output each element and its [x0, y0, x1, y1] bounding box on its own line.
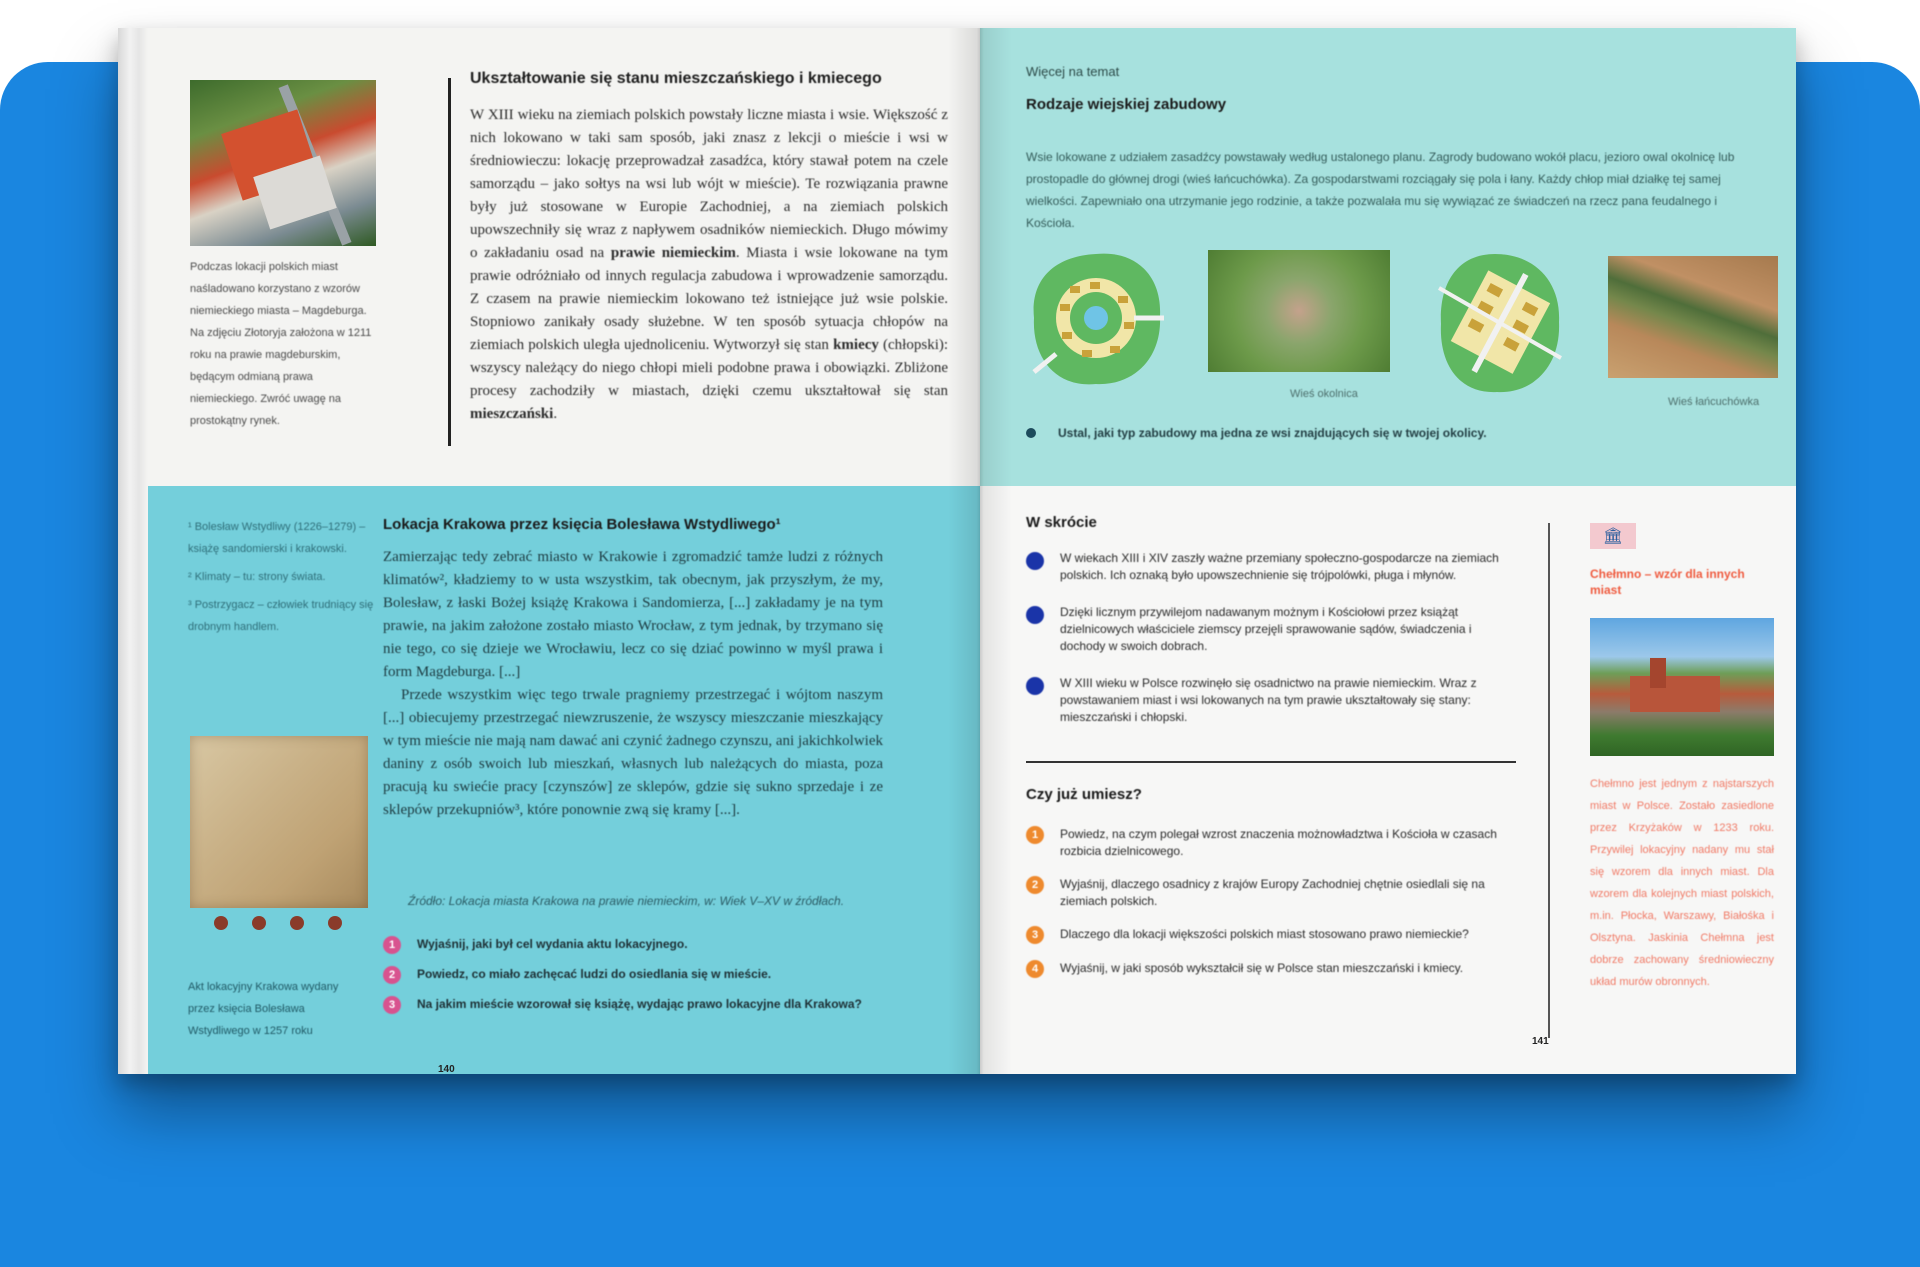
sidebar-rule	[1548, 523, 1550, 1038]
left-page	[118, 28, 980, 1074]
page-number: 140	[438, 1064, 455, 1074]
question-item: 1 Wyjaśnij, jaki był cel wydania aktu lokacyjnego.	[383, 936, 883, 954]
page-number: 141	[1532, 1036, 1549, 1047]
task-item: Ustal, jaki typ zabudowy ma jedna ze wsi znajdujących się w twojej okolicy.	[1026, 426, 1487, 440]
task-bullet-icon	[1026, 428, 1036, 438]
quiz-title: Czy już umiesz?	[1026, 786, 1142, 803]
section-body-estates: W XIII wieku na ziemiach polskich powstały liczne miasta i wsie. Większość z nich lokowano w taki sam sposób, jaki znasz z lekcji o mieście i wsi w średniowieczu: lokację przeprowadzał zasadźca, który stawał potem na czele samorządu – jako sołtys na wsi lub wójt w mieście). Te rozwiązania prawne były już stosowane w Europie Zachodniej, a na ziemiach polskich upowszechniły się wraz z napływem osadników niemieckich. Długo mówimy o zakładaniu osad na prawie niemieckim. Miasta i wsie lokowane na tym prawie odróżniało od innych regulacja zabudowa i wprowadzenie samorządu. Z czasem na prawie niemieckim lokowano też istniejące już wsie polskie. Stopniowo zanikały osady służebne. W ten sposób sytuacja chłopów na ziemiach polskich uległa ujednoliceniu. Wytworzył się stan kmiecy (chłopski): wszyscy należący do niego chłopi mieli podobne prawa i obowiązki. Zbliżone procesy zachodziły w miastach, dzięki czemu ukształtował się stan mieszczański.	[470, 107, 949, 422]
source-citation: Źródło: Lokacja miasta Krakowa na prawie niemieckim, w: Wiek V–XV w źródłach.	[408, 894, 845, 908]
footnote: ³ Postrzygacz – człowiek trudniący się drobnym handlem.	[188, 599, 374, 633]
summary-list	[1026, 550, 1516, 746]
source-questions	[383, 936, 883, 1026]
charter-caption: Akt lokacyjny Krakowa wydany przez księcia Bolesława Wstydliwego w 1257 roku	[188, 981, 339, 1037]
summary-item: W wiekach XIII i XIV zaszły ważne przemiany społeczno-gospodarcze na ziemiach polskich. Ich oznaką było upowszechnienie się trójpolówki, pługa i młynów.	[1026, 550, 1516, 584]
quiz-item: 2 Wyjaśnij, dlaczego osadnicy z krajów Europy Zachodniej chętnie osiedlali się na ziemiach polskich.	[1026, 876, 1516, 910]
quiz-item: 3 Dlaczego dla lokacji większości polskich miast stosowano prawo niemieckie?	[1026, 926, 1516, 944]
charter-document-image	[190, 736, 368, 908]
question-number: 2	[383, 966, 401, 984]
round-village-diagram	[1026, 246, 1166, 391]
chelmno-aerial-photo	[1590, 618, 1774, 756]
question-item: 3 Na jakim mieście wzorował się książę, wydając prawo lokacyjne dla Krakowa?	[383, 996, 883, 1014]
sidebar-body: Chełmno jest jednym z najstarszych miast w Polsce. Zostało zasiedlone przez Krzyżaków w 1233 roku. Przywilej lokacyjny nadany mu stał się wzorem dla innych miast. Dla wzorem dla kolejnych miast polskich, m.in. Płocka, Warszawy, Białośka i Olsztyna. Jaskinia Chełmna jest dobrze zachowany średniowieczny układ murów obronnych.	[1590, 778, 1774, 988]
summary-item: Dzięki licznym przywilejom nadawanym możnym i Kościołowi przez książąt dzielnicowych właściciele ziemscy przejęli sprawowanie sądów, świadczenia i dochody w swoich dobrach.	[1026, 604, 1516, 655]
section-title-estates: Ukształtowanie się stanu mieszczańskiego i kmiecego	[470, 70, 882, 87]
summary-bullet-icon	[1026, 606, 1044, 624]
question-number: 1	[383, 936, 401, 954]
quiz-number: 2	[1026, 876, 1044, 894]
footnotes	[188, 516, 398, 644]
question-number: 3	[383, 996, 401, 1014]
town-aerial-photo	[190, 80, 376, 246]
street-village-photo	[1608, 256, 1778, 378]
open-textbook	[118, 28, 1796, 1074]
quiz-number: 4	[1026, 960, 1044, 978]
right-page	[980, 28, 1796, 1074]
summary-bullet-icon	[1026, 552, 1044, 570]
town-photo-caption: Podczas lokacji polskich miast naśladowano korzystano z wzorów niemieckiego miasta – Magdeburga. Na zdjęciu Złotoryja założona w 1211 roku na prawie magdeburskim, będącym odmianą prawa niemieckiego. Zwróć uwagę na prostokątny rynek.	[190, 261, 372, 427]
section-rule	[448, 78, 451, 446]
section-divider	[1026, 761, 1516, 763]
street-village-label: Wieś łańcuchówka	[1668, 396, 1760, 408]
footnote: ² Klimaty – tu: strony świata.	[188, 571, 326, 583]
more-on-topic-panel	[980, 28, 1796, 486]
round-village-label: Wieś okolnica	[1290, 388, 1358, 400]
summary-item: W XIII wieku w Polsce rozwinęło się osadnictwo na prawie niemieckim. Wraz z powstawaniem miast i wsi lokowanych na tym prawie ukształtowały się stany: mieszczański i chłopski.	[1026, 675, 1516, 726]
quiz-item: 1 Powiedz, na czym polegał wzrost znaczenia możnowładztwa i Kościoła w czasach rozbicia dzielnicowego.	[1026, 826, 1516, 860]
section-title-krakow: Lokacja Krakowa przez księcia Bolesława Wstydliwego¹	[383, 516, 781, 533]
summary-bullet-icon	[1026, 677, 1044, 695]
round-village-photo	[1208, 250, 1390, 372]
quiz-list	[1026, 826, 1516, 994]
section-title-villages: Rodzaje wiejskiej zabudowy	[1026, 96, 1227, 113]
street-village-diagram	[1435, 248, 1565, 398]
summary-title: W skrócie	[1026, 514, 1097, 531]
quiz-number: 1	[1026, 826, 1044, 844]
quiz-number: 3	[1026, 926, 1044, 944]
source-panel	[148, 486, 980, 1074]
sidebar-title: Chełmno – wzór dla innych miast	[1590, 567, 1745, 597]
section-body-krakow: Zamierzając tedy zebrać miasto w Krakowie i zgromadzić tamże ludzi z różnych klimatów², kładziemy to w usta wszystkim, tak obecnym, jak przyszłym, że my, Bolesław, z łaski Bożej książę Krakowa i Sandomierza, [...] zakładamy je na tym prawie, na jakim założone zostało miasto Wrocław, z tym jednak, by trzymano się nie tego, co się dzieje we Wrocławiu, lecz co się dziać powinno w myśl prawa i form Magdeburga. [...] Przede wszystkim więc tego trwale pragniemy przestrzegać i wójtom naszym [...] obiecujemy przestrzegać niewzruszenie, że wszyscy mieszczanie mieszkający w tym mieście nie mają nam dawać ani czynić żadnego czynszu, ani jakichkolwiek daniny z osób swoich lub mieszkań, własnych lub należących do miasta, poza pracują ku swiećie pracy [czynszów] ze sklepów, gdzie się sukno sprzedaje i ze sklepów przekupniów³, które ponownie zwą się kramy [...].	[383, 549, 883, 818]
museum-icon: 🏛	[1590, 523, 1636, 549]
question-item: 2 Powiedz, co miało zachęcać ludzi do osiedlania się w mieście.	[383, 966, 883, 984]
quiz-item: 4 Wyjaśnij, w jaki sposób wykształcił się w Polsce stan mieszczański i kmiecy.	[1026, 960, 1516, 978]
more-on-topic-label: Więcej na temat	[1026, 64, 1120, 79]
footnote: ¹ Bolesław Wstydliwy (1226–1279) – książę sandomierski i krakowski.	[188, 521, 366, 555]
section-body-villages: Wsie lokowane z udziałem zasadźcy powstawały według ustalonego planu. Zagrody budowano wokół placu, jezioro owal okolnicę lub prostopadle do głównej drogi (wieś łańcuchówka). Za gospodarstwami rozciągały się pola i łany. Każdy chłop miał działkę tej samej wielkości. Zapewniało ona utrzymanie jego rodzinie, a także pozwalała mu się wywiązać ze świadczeń na rzecz pana feudalnego i Kościoła.	[1026, 150, 1735, 230]
page-edge	[118, 28, 148, 1074]
